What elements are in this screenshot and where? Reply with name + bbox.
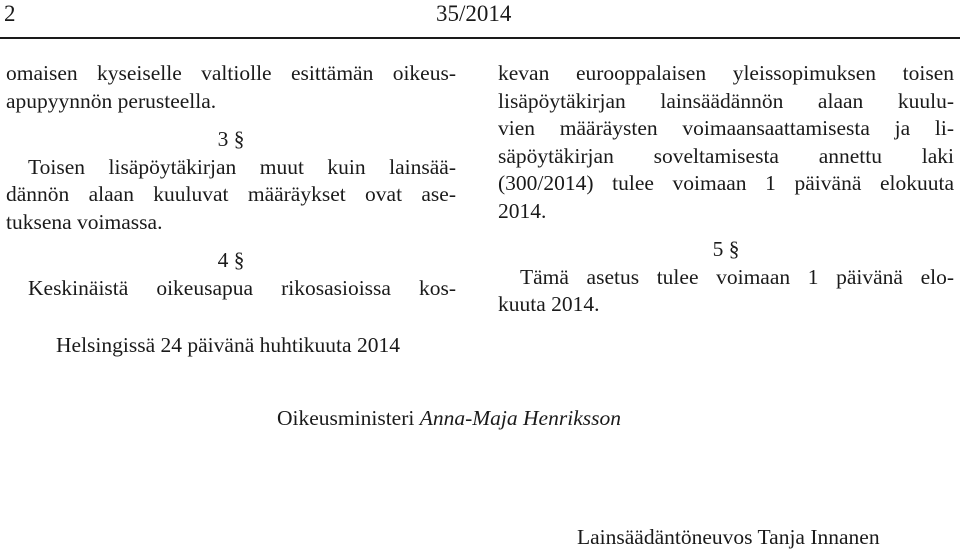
body-line: 2014. — [498, 198, 547, 223]
body-line: omaisen kyseiselle valtiolle esittämän oikeus- — [6, 61, 456, 85]
body-line: lisäpöytäkirjan lainsäädännön alaan kuulu- — [498, 88, 954, 113]
body-line: kevan eurooppalaisen yleissopimuksen toisen — [498, 61, 954, 85]
place-date: Helsingissä 24 päivänä huhtikuuta 2014 — [56, 333, 400, 357]
body-line: Keskinäistä oikeusapua rikosasioissa kos- — [28, 275, 456, 300]
body-line: Toisen lisäpöytäkirjan muut kuin lainsää- — [28, 154, 456, 179]
body-line: (300/2014) tulee voimaan 1 päivänä elokuuta — [498, 171, 954, 195]
minister-name: Anna-Maja Henriksson — [419, 406, 621, 430]
body-line: säpöytäkirjan soveltamisesta annettu laki — [498, 143, 954, 168]
section-5-heading: 5 § — [712, 237, 740, 261]
minister-title: Oikeusministeri — [277, 406, 415, 430]
document-number: 35/2014 — [436, 1, 512, 26]
minister-signature — [277, 404, 621, 432]
body-line: vien määräysten voimaansaattamisesta ja li- — [498, 116, 954, 140]
right-column — [498, 60, 954, 319]
section-4-heading: 4 § — [217, 248, 245, 272]
section-3-heading: 3 § — [217, 127, 245, 151]
body-line: Tämä asetus tulee voimaan 1 päivänä elo- — [520, 264, 954, 289]
body-line: dännön alaan kuuluvat määräykset ovat ase- — [6, 182, 456, 206]
header-rule — [0, 37, 960, 39]
body-line: apupyynnön perusteella. — [6, 88, 217, 113]
body-line: tuksena voimassa. — [6, 209, 163, 234]
page-number: 2 — [4, 1, 16, 26]
body-line: kuuta 2014. — [498, 292, 600, 316]
left-column — [6, 60, 456, 302]
counsel-signature: Lainsäädäntöneuvos Tanja Innanen — [577, 525, 880, 549]
